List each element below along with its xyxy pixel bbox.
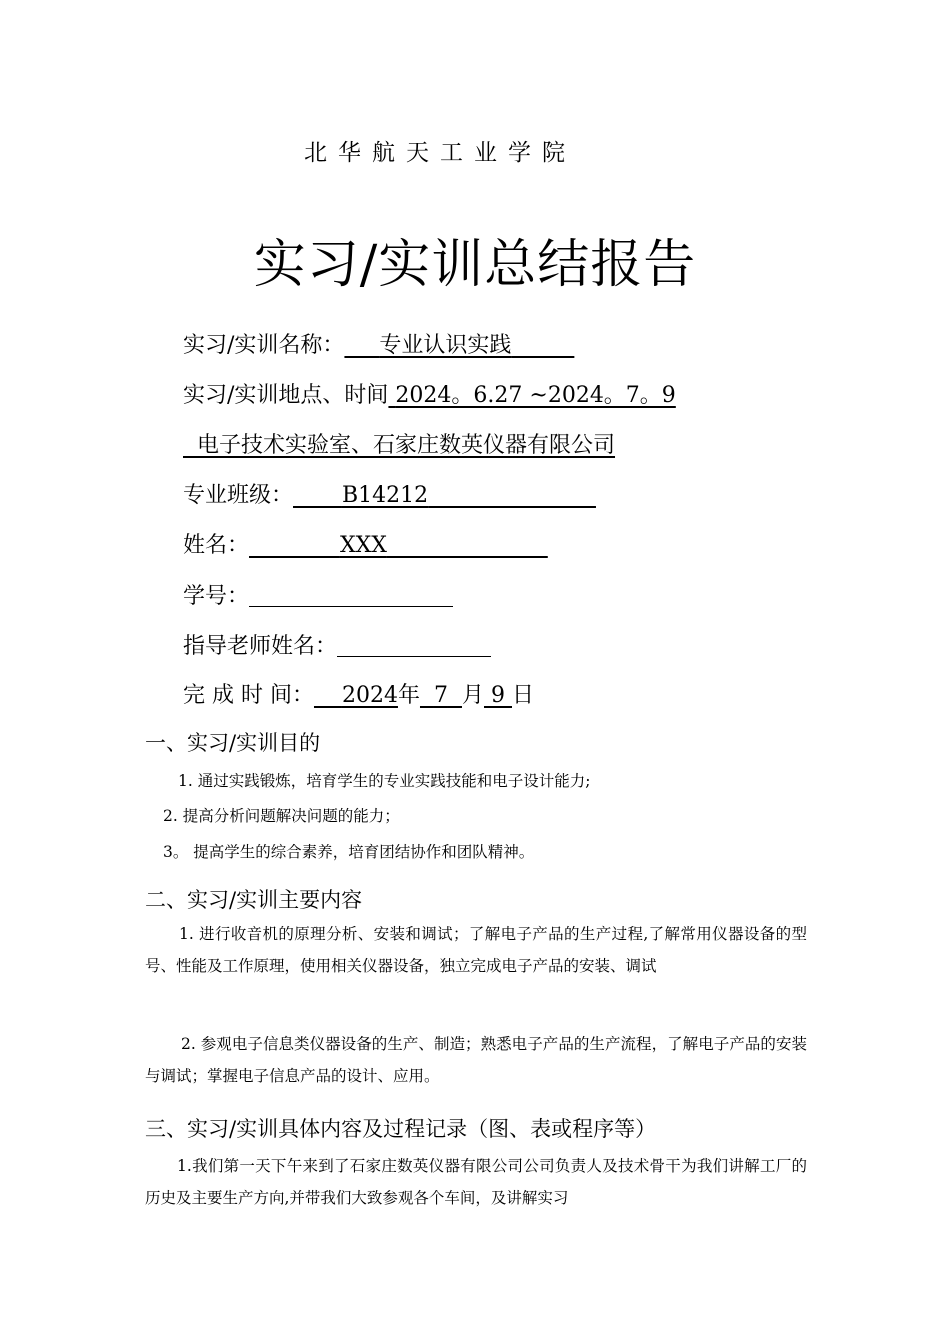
class-value: B14212: [341, 483, 429, 508]
info-row-class: [183, 478, 596, 509]
info-row-student-id: [183, 578, 453, 610]
section-1-item-3: 3。 提高学生的综合素养，培育团结协作和团队精神。: [163, 843, 535, 861]
section-2-title: 二、实习/实训主要内容: [145, 888, 363, 912]
teacher-label: 指导老师姓名：: [183, 634, 338, 659]
section-1-item-2: 2. 提高分析问题解决问题的能力；: [163, 807, 400, 825]
teacher-blank: [337, 632, 491, 657]
place-label: 实习/实训地点、时间: [183, 383, 389, 408]
section-3-paragraph-1: 1.我们第一天下午来到了石家庄数英仪器有限公司公司负责人及技术骨干为我们讲解工厂的历史及主要生产方向,并带我们大致参观各个车间，及讲解实习: [145, 1157, 807, 1207]
year-unit: 年: [397, 683, 420, 708]
info-row-place-time: [183, 378, 676, 409]
place-value: 电子技术实验室、石家庄数英仪器有限公司: [197, 433, 616, 458]
section-2-paragraph-1: 1. 进行收音机的原理分析、安装和调试；了解电子产品的生产过程,了解常用仪器设备的型号、性能及工作原理，使用相关仪器设备，独立完成电子产品的安装、调试: [145, 925, 807, 975]
report-title: 实习/实训总结报告: [253, 235, 697, 295]
info-row-teacher: [183, 628, 491, 660]
date-label: 完 成 时 间：: [183, 683, 314, 708]
name-value: 专业认识实践: [379, 333, 512, 358]
section-1-item-1: 1. 通过实践锻炼，培育学生的专业实践技能和电子设计能力;: [178, 772, 591, 790]
year-value: 2024: [341, 683, 398, 708]
section-2-paragraph-2: 2. 参观电子信息类仪器设备的生产、制造；熟悉电子产品的生产流程，了解电子产品的安装与调试；掌握电子信息产品的设计、应用。: [145, 1035, 807, 1085]
id-blank: [249, 582, 453, 607]
section-1-title: 一、实习/实训目的: [145, 731, 321, 755]
info-row-place: [183, 428, 615, 459]
info-row-date: [183, 678, 534, 709]
day-unit: 日: [512, 683, 535, 708]
id-label: 学号：: [183, 584, 250, 609]
day-value: 9: [491, 683, 505, 708]
student-value: XXX: [339, 533, 387, 558]
time-value: 2024。6.27 ~2024。7。9: [395, 383, 676, 408]
name-label: 实习/实训名称：: [183, 333, 345, 358]
section-3-title: 三、实习/实训具体内容及过程记录（图、表或程序等）: [145, 1117, 657, 1141]
class-label: 专业班级：: [183, 483, 294, 508]
student-label: 姓名：: [183, 533, 250, 558]
month-value: 7: [433, 683, 448, 708]
school-name: 北华航天工业学院: [304, 140, 576, 166]
month-unit: 月: [461, 683, 484, 708]
info-row-student-name: [183, 528, 548, 559]
info-row-name: [183, 328, 574, 359]
